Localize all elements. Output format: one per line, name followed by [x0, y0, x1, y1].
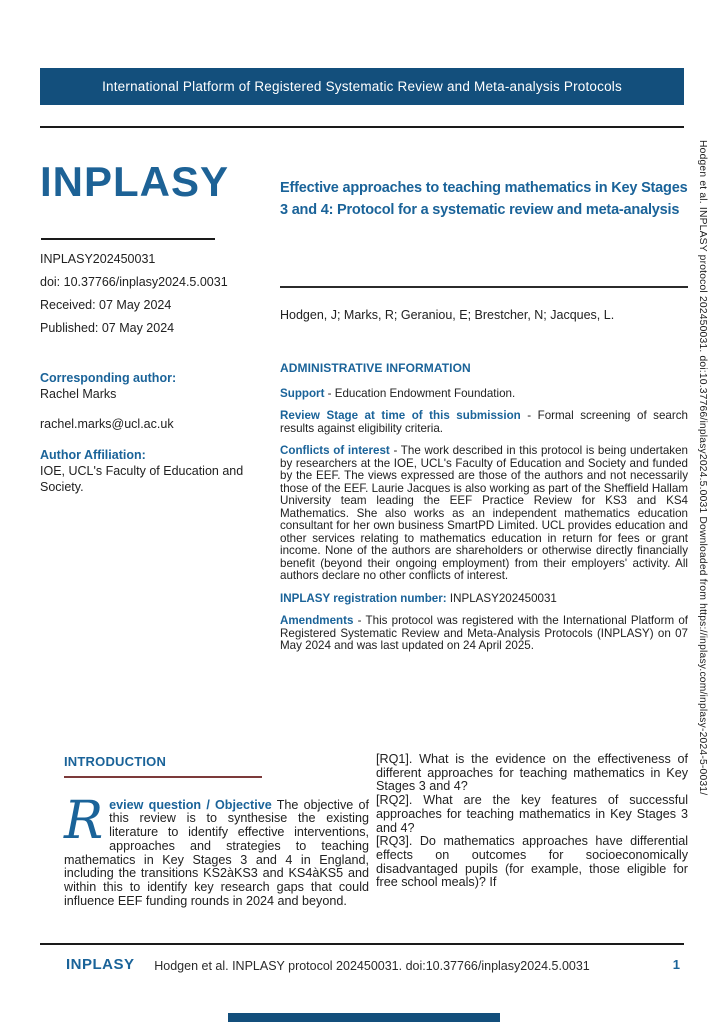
affiliation-text: IOE, UCL's Faculty of Education and Society. — [40, 464, 244, 494]
bottom-accent-bar — [228, 1013, 500, 1022]
research-questions — [376, 753, 688, 890]
affiliation-label: Author Affiliation: — [40, 448, 146, 462]
authors-line: Hodgen, J; Marks, R; Geraniou, E; Brestcher, N; Jacques, L. — [280, 308, 615, 322]
author-email: rachel.marks@ucl.ac.uk — [40, 417, 174, 431]
article-title: Effective approaches to teaching mathematics in Key Stages 3 and 4: Protocol for a systematic review and meta-analysis — [280, 180, 688, 218]
page-number: 1 — [672, 957, 680, 972]
platform-banner-text: International Platform of Registered Systematic Review and Meta-analysis Protocols — [102, 79, 622, 94]
footer-citation: Hodgen et al. INPLASY protocol 202450031. doi:10.37766/inplasy2024.5.0031 — [154, 959, 590, 973]
footer-brand: INPLASY — [66, 956, 135, 973]
review-stage-text: - Formal screening of search results against eligibility criteria. — [280, 409, 688, 435]
amendments-label: Amendments — [280, 614, 354, 627]
rq3-text: [RQ3]. Do mathematics approaches have differential effects on outcomes for socioeconomically disadvantaged pupils (for example, those eligible for free school meals)? If — [376, 834, 688, 890]
registration-row — [280, 593, 688, 606]
objective-label: eview question / Objective — [109, 797, 272, 812]
title-divider — [280, 286, 688, 288]
support-text: - Education Endowment Foundation. — [327, 386, 516, 400]
conflicts-row — [280, 445, 688, 583]
dropcap-letter: R — [64, 790, 104, 851]
sidebar-vertical-citation: Hodgen et al. INPLASY protocol 202450031. doi:10.37766/inplasy2024.5.0031 Downloaded from https://inplasy.com/inplasy-2024-5-0031/ — [697, 140, 708, 796]
support-row — [280, 388, 688, 401]
registration-number-value: INPLASY202450031 — [449, 591, 557, 605]
corresponding-author-name: Rachel Marks — [40, 387, 117, 401]
introduction-rule — [64, 776, 262, 778]
footer-divider — [40, 943, 684, 945]
admin-heading: ADMINISTRATIVE INFORMATION — [280, 361, 471, 375]
received-date: Received: 07 May 2024 — [40, 298, 172, 312]
introduction-heading: INTRODUCTION — [64, 754, 167, 769]
inplasy-logo: INPLASY — [40, 158, 230, 205]
registration-number-label: INPLASY registration number: — [280, 591, 447, 605]
contact-block — [40, 370, 268, 495]
conflicts-label: Conflicts of interest — [280, 444, 390, 457]
amendments-row — [280, 615, 688, 653]
rq1-text: [RQ1]. What is the evidence on the effectiveness of different approaches for teaching mathematics in Key Stages 3 and 4? — [376, 752, 688, 794]
objective-text: The objective of this review is to synthesise the existing literature to identify effective interventions, approaches and strategies to teaching mathematics in Key Stages 3 and 4 in England, including the transitions KS2àKS3 and KS4àKS5 and within this to identify key research gaps that could influence EEF funding rounds in 2024 and beyond. — [64, 797, 369, 908]
logo-divider — [41, 238, 215, 240]
published-date: Published: 07 May 2024 — [40, 321, 175, 335]
conflicts-text: - The work described in this protocol is being undertaken by researchers at the IOE, UCL's Faculty of Education and Society and funded by the EEF. The views expressed are those of the authors and not necessarily those of the EEF. Laurie Jacques is also working as part of the Sheffield Hallam University team leading the EEF Practice Review for KS3 and KS4 Mathematics. She also works as an independent mathematics education consultant for her own business SmartPD Limited. UCL provides education and other services relating to mathematics education in return for fees or grant income. None of the authors are shareholders or otherwise directly financially benefit (beyond their ongoing employment) from their employers' activity. All authors declare no other conflicts of interest. — [280, 444, 688, 582]
review-stage-row — [280, 410, 688, 435]
doi: doi: 10.37766/inplasy2024.5.0031 — [40, 275, 228, 289]
platform-banner — [40, 68, 684, 105]
review-stage-label: Review Stage at time of this submission — [280, 409, 521, 422]
objective-paragraph — [64, 790, 369, 909]
administrative-information — [280, 362, 688, 663]
corresponding-author-label: Corresponding author: — [40, 371, 177, 385]
banner-divider — [40, 126, 684, 128]
amendments-text: - This protocol was registered with the International Platform of Registered Systematic Review and Meta-Analysis Protocols (INPLASY) on 07 May 2024 and was last updated on 24 April 2025. — [280, 614, 688, 652]
support-label: Support — [280, 386, 325, 400]
registration-id: INPLASY202450031 — [40, 252, 156, 266]
rq2-text: [RQ2]. What are the key features of successful approaches for teaching mathematics in Key Stages 3 and 4? — [376, 793, 688, 835]
registration-meta — [40, 252, 275, 344]
